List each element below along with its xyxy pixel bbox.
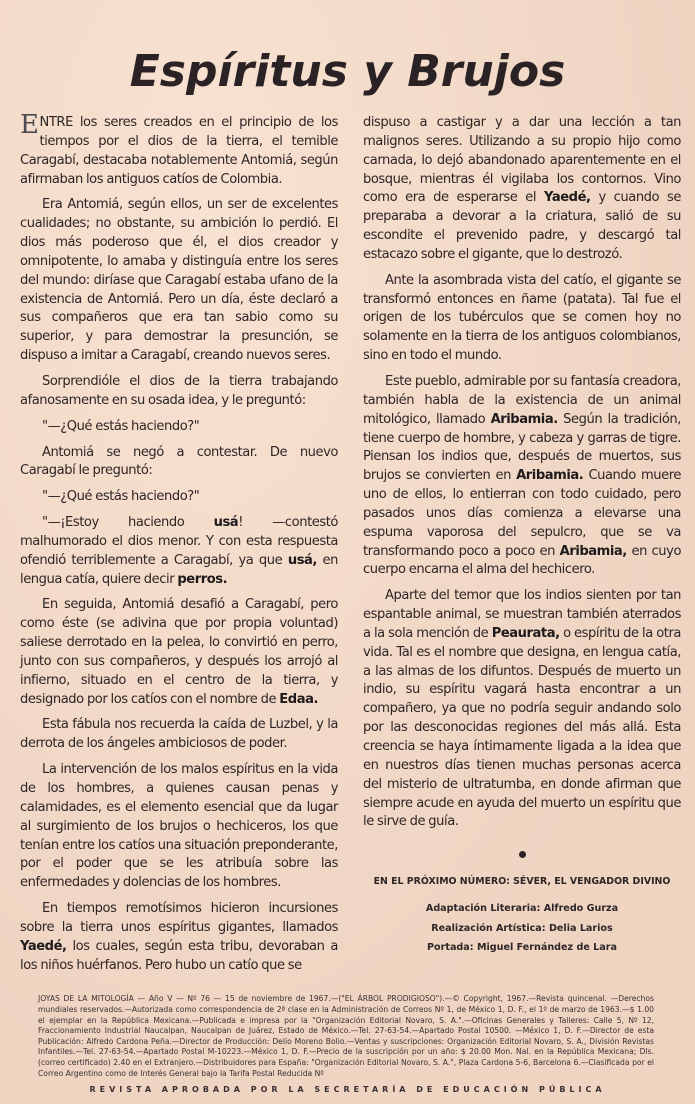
article-body [0,110,695,982]
article-end [363,846,681,957]
text: En seguida, Antomiá desafió a Caragabí, pero como éste (se adivina que por propia voluntad) saliese derrotado en la pelea, lo convirtió en perro, junto con sus compañeros, y después los arrojó al infierno, situado en el centro de la tierra, y designado por los catíos con el nombre de [20,597,338,707]
paragraph [20,596,338,709]
text: Cuando muere uno de ellos, lo entierran con todo cuidado, pero pasados unos días comienza a elevarse una espuma vaporosa del sepulcro, que se va transformando poco a poco en [363,468,681,559]
paragraph: La intervención de los malos espíritus en la vida de los hombres, a quienes causan penas y calamidades, es el elemento esencial que da lugar al surgimiento de los brujos o hechiceros, los que tenían entre los catíos una situación preponderante, por el poder que se les atribuía sobre las enfermedades y dolencias de los hombres. [20,762,338,891]
quote: "—¿Qué estás haciendo?" [42,489,200,505]
paragraph [20,514,338,589]
paragraph [20,900,338,975]
paragraph [363,373,681,580]
text: "—¡Estoy haciendo [42,515,214,531]
term: Aribamia, [559,543,627,559]
section-bullet-icon [519,851,526,858]
term: Edaa. [279,691,318,707]
term: Yaedé, [20,938,67,954]
page-title: Espíritus y Brujos [129,46,566,97]
term: perros. [177,571,228,587]
paragraph [20,110,338,189]
paragraph [363,587,681,832]
credit-line: Adaptación Literaria: Alfredo Gurza [425,903,619,915]
paragraph [363,114,681,265]
credit-line: Realización Artística: Delia Larios [431,922,613,934]
next-issue-notice: EN EL PRÓXIMO NÚMERO: SÉVER, EL VENGADOR DIVINO [373,876,671,888]
credit-line: Portada: Miguel Fernández de Lara [427,942,617,954]
text: Aparte del temor que los indios sienten por tan espantable animal, se muestran también aterrados a la sola mención de [363,588,681,641]
approval-notice: REVISTA APROBADA POR LA SECRETARÍA DE EDUCACIÓN PÚBLICA [89,1085,606,1095]
imprint: JOYAS DE LA MITOLOGÍA — Año V — Nº 76 — 15 de noviembre de 1967.—("EL ÁRBOL PRODIGIOSO").—© Copyright, 1967.—Revista quincenal. —Derechos mundiales reservados.—Autorizada como correspondencia de 2ª clase en la Administración de Correos Nº 1, de México 1, D. F., el 1º de marzo de 1963.—$ 1.00 el ejemplar en la República Mexicana.—Publicada e impresa por la "Organización Editorial Novaro, S. A.".—Oficinas Generales y Talleres: Calle 5, Nº 12, Fraccionamiento Industrial Naucalpan, Naucalpan de Juárez, Estado de México.—Tel. 27-63-54.—Apartado Postal 10500. —México 1, D. F.—Director de esta Publicación: Alfredo Cardona Peña.—Director de Producción: Delio Moreno Bolio.—Ventas y suscripciones: Organización Editorial Novaro, S. A., División Revistas Infantiles.—Tel. 27-63-54.—Apartado Postal M-10223.—México 1, D. F.—Precio de la suscripción por un año: $ 20.00 Mon. Nal. en la República Mexicana; Dls. (correo certificado) 2.40 en el Extranjero.—Distribuidores para España: "Organización Editorial Novaro, S. A.", Plaza Cardona 5-6, Barcelona 6.—Clasificada por el Correo Argentino como de Interés General bajo la Tarifa Postal Reducida Nº [38,994,654,1078]
text: ! —contestó malhumorado el dios menor. Y con esta respuesta ofendió terriblemente a Caragabí, ya que [20,515,338,568]
term: usá [213,515,239,531]
left-column [20,110,339,982]
text: En tiempos remotísimos hicieron incursiones sobre la tierra unos espíritus gigantes, llamados [20,901,338,935]
term: Aribamia. [490,411,558,427]
paragraph: Era Antomiá, según ellos, un ser de excelentes cualidades; no obstante, su ambición lo perdió. El dios más poderoso que él, el dios creador y omnipotente, lo amaba y distinguía entre los seres del mundo: diríase que Caragabí estaba ufano de la existencia de Antomiá. Pero un día, éste declaró a sus compañeros que era tan sabio como su superior, y para demostrar la presunción, se dispuso a imitar a Caragabí, creando nuevos seres. [20,197,338,364]
text: en lengua catía, quiere decir [20,552,339,587]
term: Peaurata, [491,625,560,641]
quote: "—¿Qué estás haciendo?" [42,418,200,434]
paragraph: Sorprendióle el dios de la tierra trabajando afanosamente en su osada idea, y le preguntó: [20,373,338,408]
paragraph: Ante la asombrada vista del catío, el gigante se transformó entonces en ñame (patata). Tal fue el origen de los tubérculos que se comen hoy no solamente en la tierra de los antiguos colombianos, sino en todo el mundo. [363,272,681,364]
right-column [363,114,681,982]
text: dispuso a castigar y a dar una lección a tan malignos seres. Utilizando a su propio hijo como carnada, lo dejó abandonado aparentemente en el bosque, mientras él vigilaba los contornos. Vino como era de esperarse el [363,115,681,206]
paragraph: Esta fábula nos recuerda la caída de Luzbel, y la derrota de los ángeles ambiciosos de poder. [20,717,338,752]
drop-cap: E [20,110,39,140]
term: usá, [287,552,317,568]
text: Según la tradición, tiene cuerpo de hombre, y cabeza y garras de tigre. Piensan los indios que, después de muertos, sus brujos se convierten en [363,411,681,484]
paragraph-text: NTRE los seres creados en el principio de los tiempos por el dios de la tierra, el temible Caragabí, destacaba notablemente Antomiá, según afirmaban los antiguos catíos de Colombia. [20,115,338,187]
paragraph: Antomiá se negó a contestar. De nuevo Caragabí le preguntó: [20,444,338,479]
text: en cuyo cuerpo encarna el alma del hechicero. [363,543,681,578]
term: Yaedé, [544,190,591,206]
text: Este pueblo, admirable por su fantasía creadora, también habla de la existencia de un animal mitológico, llamado [363,373,681,427]
term: Aribamia. [516,468,584,484]
text: los cuales, según esta tribu, devoraban a los niños huérfanos. Pero hubo un catío que se [20,938,338,973]
credits [363,899,681,958]
text: o espíritu de la otra vida. Tal es el nombre que designa, en lengua catía, a las almas de los difuntos. Después de muerto un indio, su espíritu vagará hasta encontrar a un compañero, ya que no podría seguir andando solo por las desconocidas regiones del más allá. Esta creencia se haya íntimamente ligada a la idea que en nuestros días tienen muchas personas acerca del misterio de ultratumba, en donde afirman que siempre acude en ayuda del muerto un espíritu que le sirve de guía. [363,625,681,830]
text: y cuando se preparaba a devorar a la criatura, salió de su escondite el prevenido padre, y descargó tal estacazo sobre el gigante, que lo destrozó. [363,190,681,262]
